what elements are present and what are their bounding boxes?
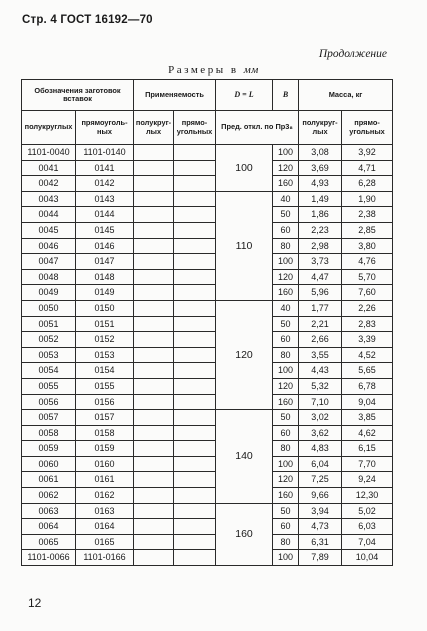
col-b: B (273, 80, 299, 111)
applicability-round (134, 425, 174, 441)
designation-round: 0064 (22, 519, 76, 535)
dimension-b: 100 (273, 145, 299, 161)
mass-round: 3,55 (299, 347, 342, 363)
dimension-b: 120 (273, 472, 299, 488)
designation-round: 0042 (22, 176, 76, 192)
mass-rect: 4,71 (342, 160, 393, 176)
designation-round: 0052 (22, 332, 76, 348)
designation-round: 0059 (22, 441, 76, 457)
designation-rect: 0153 (76, 347, 134, 363)
mass-round: 4,43 (299, 363, 342, 379)
mass-round: 3,08 (299, 145, 342, 161)
table-row (22, 441, 393, 457)
table-row (22, 254, 393, 270)
designation-rect: 0146 (76, 238, 134, 254)
table-row (22, 160, 393, 176)
dimension-b: 120 (273, 160, 299, 176)
mass-rect: 2,83 (342, 316, 393, 332)
designation-round: 1101-0066 (22, 550, 76, 566)
table-row (22, 394, 393, 410)
designation-rect: 0143 (76, 191, 134, 207)
designation-round: 0057 (22, 410, 76, 426)
col-designation: Обозначения заготовок вставок (22, 80, 134, 111)
applicability-rect (174, 160, 216, 176)
applicability-round (134, 316, 174, 332)
applicability-round (134, 394, 174, 410)
mass-round: 7,10 (299, 394, 342, 410)
mass-round: 4,73 (299, 519, 342, 535)
designation-round: 0063 (22, 503, 76, 519)
col-mass: Масса, кг (299, 80, 393, 111)
dimension-b: 60 (273, 519, 299, 535)
applicability-rect (174, 254, 216, 270)
applicability-rect (174, 238, 216, 254)
dimension-b: 120 (273, 269, 299, 285)
applicability-round (134, 207, 174, 223)
dimension-b: 80 (273, 441, 299, 457)
mass-round: 1,49 (299, 191, 342, 207)
designation-rect: 0142 (76, 176, 134, 192)
dimension-b: 80 (273, 347, 299, 363)
mass-rect: 3,92 (342, 145, 393, 161)
dimension-b: 50 (273, 410, 299, 426)
designation-rect: 0156 (76, 394, 134, 410)
designation-rect: 0155 (76, 378, 134, 394)
designation-rect: 0149 (76, 285, 134, 301)
applicability-round (134, 238, 174, 254)
applicability-rect (174, 363, 216, 379)
designation-round: 0055 (22, 378, 76, 394)
designation-rect: 0152 (76, 332, 134, 348)
designation-round: 0047 (22, 254, 76, 270)
mass-rect: 2,38 (342, 207, 393, 223)
table-row (22, 456, 393, 472)
mass-round: 3,62 (299, 425, 342, 441)
designation-rect: 0158 (76, 425, 134, 441)
mass-rect: 5,02 (342, 503, 393, 519)
mass-rect: 7,04 (342, 534, 393, 550)
applicability-round (134, 488, 174, 504)
designation-round: 0044 (22, 207, 76, 223)
applicability-round (134, 456, 174, 472)
applicability-round (134, 410, 174, 426)
applicability-rect (174, 300, 216, 316)
dimension-b: 100 (273, 550, 299, 566)
applicability-rect (174, 425, 216, 441)
mass-rect: 6,03 (342, 519, 393, 535)
dimension-b: 160 (273, 394, 299, 410)
mass-round: 3,73 (299, 254, 342, 270)
mass-round: 5,96 (299, 285, 342, 301)
applicability-round (134, 332, 174, 348)
designation-round: 0054 (22, 363, 76, 379)
page-header: Стр. 4 ГОСТ 16192—70 (22, 14, 153, 26)
applicability-rect (174, 488, 216, 504)
mass-rect: 2,85 (342, 222, 393, 238)
applicability-rect (174, 316, 216, 332)
dimension-b: 50 (273, 207, 299, 223)
sub-mass-round: полукруг-лых (299, 111, 342, 145)
applicability-round (134, 534, 174, 550)
applicability-rect (174, 519, 216, 535)
applicability-rect (174, 534, 216, 550)
applicability-rect (174, 332, 216, 348)
applicability-rect (174, 269, 216, 285)
applicability-rect (174, 145, 216, 161)
table-row (22, 503, 393, 519)
table-row (22, 285, 393, 301)
designation-rect: 0154 (76, 363, 134, 379)
designation-round: 0048 (22, 269, 76, 285)
dimension-b: 60 (273, 425, 299, 441)
applicability-round (134, 254, 174, 270)
mass-round: 9,66 (299, 488, 342, 504)
mass-round: 5,32 (299, 378, 342, 394)
dimension-b: 160 (273, 176, 299, 192)
dimension-b: 100 (273, 254, 299, 270)
designation-round: 0045 (22, 222, 76, 238)
designation-round: 0041 (22, 160, 76, 176)
designation-rect: 0150 (76, 300, 134, 316)
mass-rect: 4,76 (342, 254, 393, 270)
table-row (22, 488, 393, 504)
designation-rect: 1101-0166 (76, 550, 134, 566)
applicability-rect (174, 394, 216, 410)
applicability-rect (174, 550, 216, 566)
designation-rect: 0147 (76, 254, 134, 270)
mass-rect: 6,28 (342, 176, 393, 192)
mass-round: 6,31 (299, 534, 342, 550)
page-number: 12 (28, 596, 42, 610)
sub-round: полукруглых (22, 111, 76, 145)
designation-round: 0060 (22, 456, 76, 472)
mass-rect: 4,62 (342, 425, 393, 441)
designation-round: 0051 (22, 316, 76, 332)
mass-rect: 7,60 (342, 285, 393, 301)
table-row (22, 347, 393, 363)
applicability-round (134, 550, 174, 566)
units-prefix: Размеры в (168, 64, 239, 76)
designation-round: 0065 (22, 534, 76, 550)
mass-rect: 7,70 (342, 456, 393, 472)
mass-round: 6,04 (299, 456, 342, 472)
applicability-round (134, 519, 174, 535)
table-row (22, 472, 393, 488)
table-row (22, 410, 393, 426)
continuation-label: Продолжение (318, 48, 387, 60)
mass-round: 4,47 (299, 269, 342, 285)
mass-round: 3,94 (299, 503, 342, 519)
table-row (22, 534, 393, 550)
col-applicability: Применяемость (134, 80, 216, 111)
designation-round: 0050 (22, 300, 76, 316)
table-row (22, 550, 393, 566)
mass-round: 3,02 (299, 410, 342, 426)
header-row-2 (22, 111, 393, 145)
designation-rect: 0161 (76, 472, 134, 488)
mass-rect: 1,90 (342, 191, 393, 207)
applicability-rect (174, 441, 216, 457)
dimension-b: 60 (273, 222, 299, 238)
dimension-b: 80 (273, 238, 299, 254)
designation-rect: 0144 (76, 207, 134, 223)
applicability-round (134, 176, 174, 192)
mass-round: 2,21 (299, 316, 342, 332)
table-body (22, 145, 393, 566)
applicability-round (134, 145, 174, 161)
designation-round: 0046 (22, 238, 76, 254)
applicability-round (134, 160, 174, 176)
table-row (22, 222, 393, 238)
mass-round: 2,66 (299, 332, 342, 348)
dimension-b: 50 (273, 316, 299, 332)
applicability-round (134, 363, 174, 379)
designation-rect: 0160 (76, 456, 134, 472)
applicability-round (134, 441, 174, 457)
mass-rect: 3,80 (342, 238, 393, 254)
mass-rect: 9,04 (342, 394, 393, 410)
sub-deviation: Пред. откл. по Пр3₈ (216, 111, 299, 145)
designation-rect: 0145 (76, 222, 134, 238)
mass-round: 7,89 (299, 550, 342, 566)
designation-rect: 0164 (76, 519, 134, 535)
applicability-round (134, 269, 174, 285)
applicability-round (134, 222, 174, 238)
applicability-round (134, 191, 174, 207)
applicability-round (134, 300, 174, 316)
table-row (22, 425, 393, 441)
applicability-rect (174, 176, 216, 192)
dimension-b: 50 (273, 503, 299, 519)
mass-round: 2,98 (299, 238, 342, 254)
designation-round: 0043 (22, 191, 76, 207)
col-d-eq-l: D = L (216, 80, 273, 111)
designation-rect: 0165 (76, 534, 134, 550)
table-row (22, 207, 393, 223)
units-unit: мм (243, 64, 259, 76)
mass-round: 1,86 (299, 207, 342, 223)
dimension-d: 110 (216, 191, 273, 300)
mass-round: 4,93 (299, 176, 342, 192)
table-row (22, 269, 393, 285)
mass-rect: 3,85 (342, 410, 393, 426)
mass-rect: 6,78 (342, 378, 393, 394)
mass-rect: 2,26 (342, 300, 393, 316)
mass-rect: 12,30 (342, 488, 393, 504)
mass-round: 1,77 (299, 300, 342, 316)
designation-round: 1101-0040 (22, 145, 76, 161)
dimension-d: 120 (216, 300, 273, 409)
table-row (22, 176, 393, 192)
dimension-d: 160 (216, 503, 273, 565)
designation-rect: 0148 (76, 269, 134, 285)
dimension-b: 40 (273, 300, 299, 316)
dimensions-table (21, 79, 393, 566)
applicability-rect (174, 191, 216, 207)
table-row (22, 238, 393, 254)
units-caption (0, 64, 427, 76)
table-row (22, 332, 393, 348)
mass-rect: 5,65 (342, 363, 393, 379)
applicability-rect (174, 503, 216, 519)
mass-round: 4,83 (299, 441, 342, 457)
table-row (22, 363, 393, 379)
designation-round: 0049 (22, 285, 76, 301)
mass-rect: 6,15 (342, 441, 393, 457)
header-row-1 (22, 80, 393, 111)
designation-round: 0062 (22, 488, 76, 504)
designation-round: 0056 (22, 394, 76, 410)
dimension-b: 40 (273, 191, 299, 207)
designation-rect: 0151 (76, 316, 134, 332)
dimension-d: 100 (216, 145, 273, 192)
sub-app-rect: прямо-угольных (174, 111, 216, 145)
dimension-b: 100 (273, 456, 299, 472)
applicability-round (134, 503, 174, 519)
sub-app-round: полукруг-лых (134, 111, 174, 145)
applicability-rect (174, 378, 216, 394)
dimension-b: 120 (273, 378, 299, 394)
designation-rect: 0159 (76, 441, 134, 457)
applicability-rect (174, 207, 216, 223)
applicability-rect (174, 456, 216, 472)
mass-rect: 3,39 (342, 332, 393, 348)
mass-round: 7,25 (299, 472, 342, 488)
table-row (22, 378, 393, 394)
mass-rect: 4,52 (342, 347, 393, 363)
table-row (22, 316, 393, 332)
dimension-b: 160 (273, 285, 299, 301)
designation-round: 0061 (22, 472, 76, 488)
applicability-rect (174, 472, 216, 488)
applicability-rect (174, 347, 216, 363)
designation-rect: 0162 (76, 488, 134, 504)
applicability-rect (174, 222, 216, 238)
designation-rect: 1101-0140 (76, 145, 134, 161)
applicability-round (134, 378, 174, 394)
dimension-b: 100 (273, 363, 299, 379)
dimension-b: 60 (273, 332, 299, 348)
designation-rect: 0157 (76, 410, 134, 426)
dimension-b: 160 (273, 488, 299, 504)
mass-round: 2,23 (299, 222, 342, 238)
table-row (22, 300, 393, 316)
applicability-round (134, 347, 174, 363)
table-row (22, 519, 393, 535)
mass-rect: 10,04 (342, 550, 393, 566)
table-row (22, 145, 393, 161)
mass-round: 3,69 (299, 160, 342, 176)
applicability-round (134, 472, 174, 488)
applicability-round (134, 285, 174, 301)
applicability-rect (174, 410, 216, 426)
designation-round: 0058 (22, 425, 76, 441)
designation-rect: 0141 (76, 160, 134, 176)
mass-rect: 9,24 (342, 472, 393, 488)
table-row (22, 191, 393, 207)
dimension-d: 140 (216, 410, 273, 504)
sub-mass-rect: прямо-угольных (342, 111, 393, 145)
designation-round: 0053 (22, 347, 76, 363)
dimension-b: 80 (273, 534, 299, 550)
sub-rect: прямоуголь-ных (76, 111, 134, 145)
designation-rect: 0163 (76, 503, 134, 519)
applicability-rect (174, 285, 216, 301)
mass-rect: 5,70 (342, 269, 393, 285)
